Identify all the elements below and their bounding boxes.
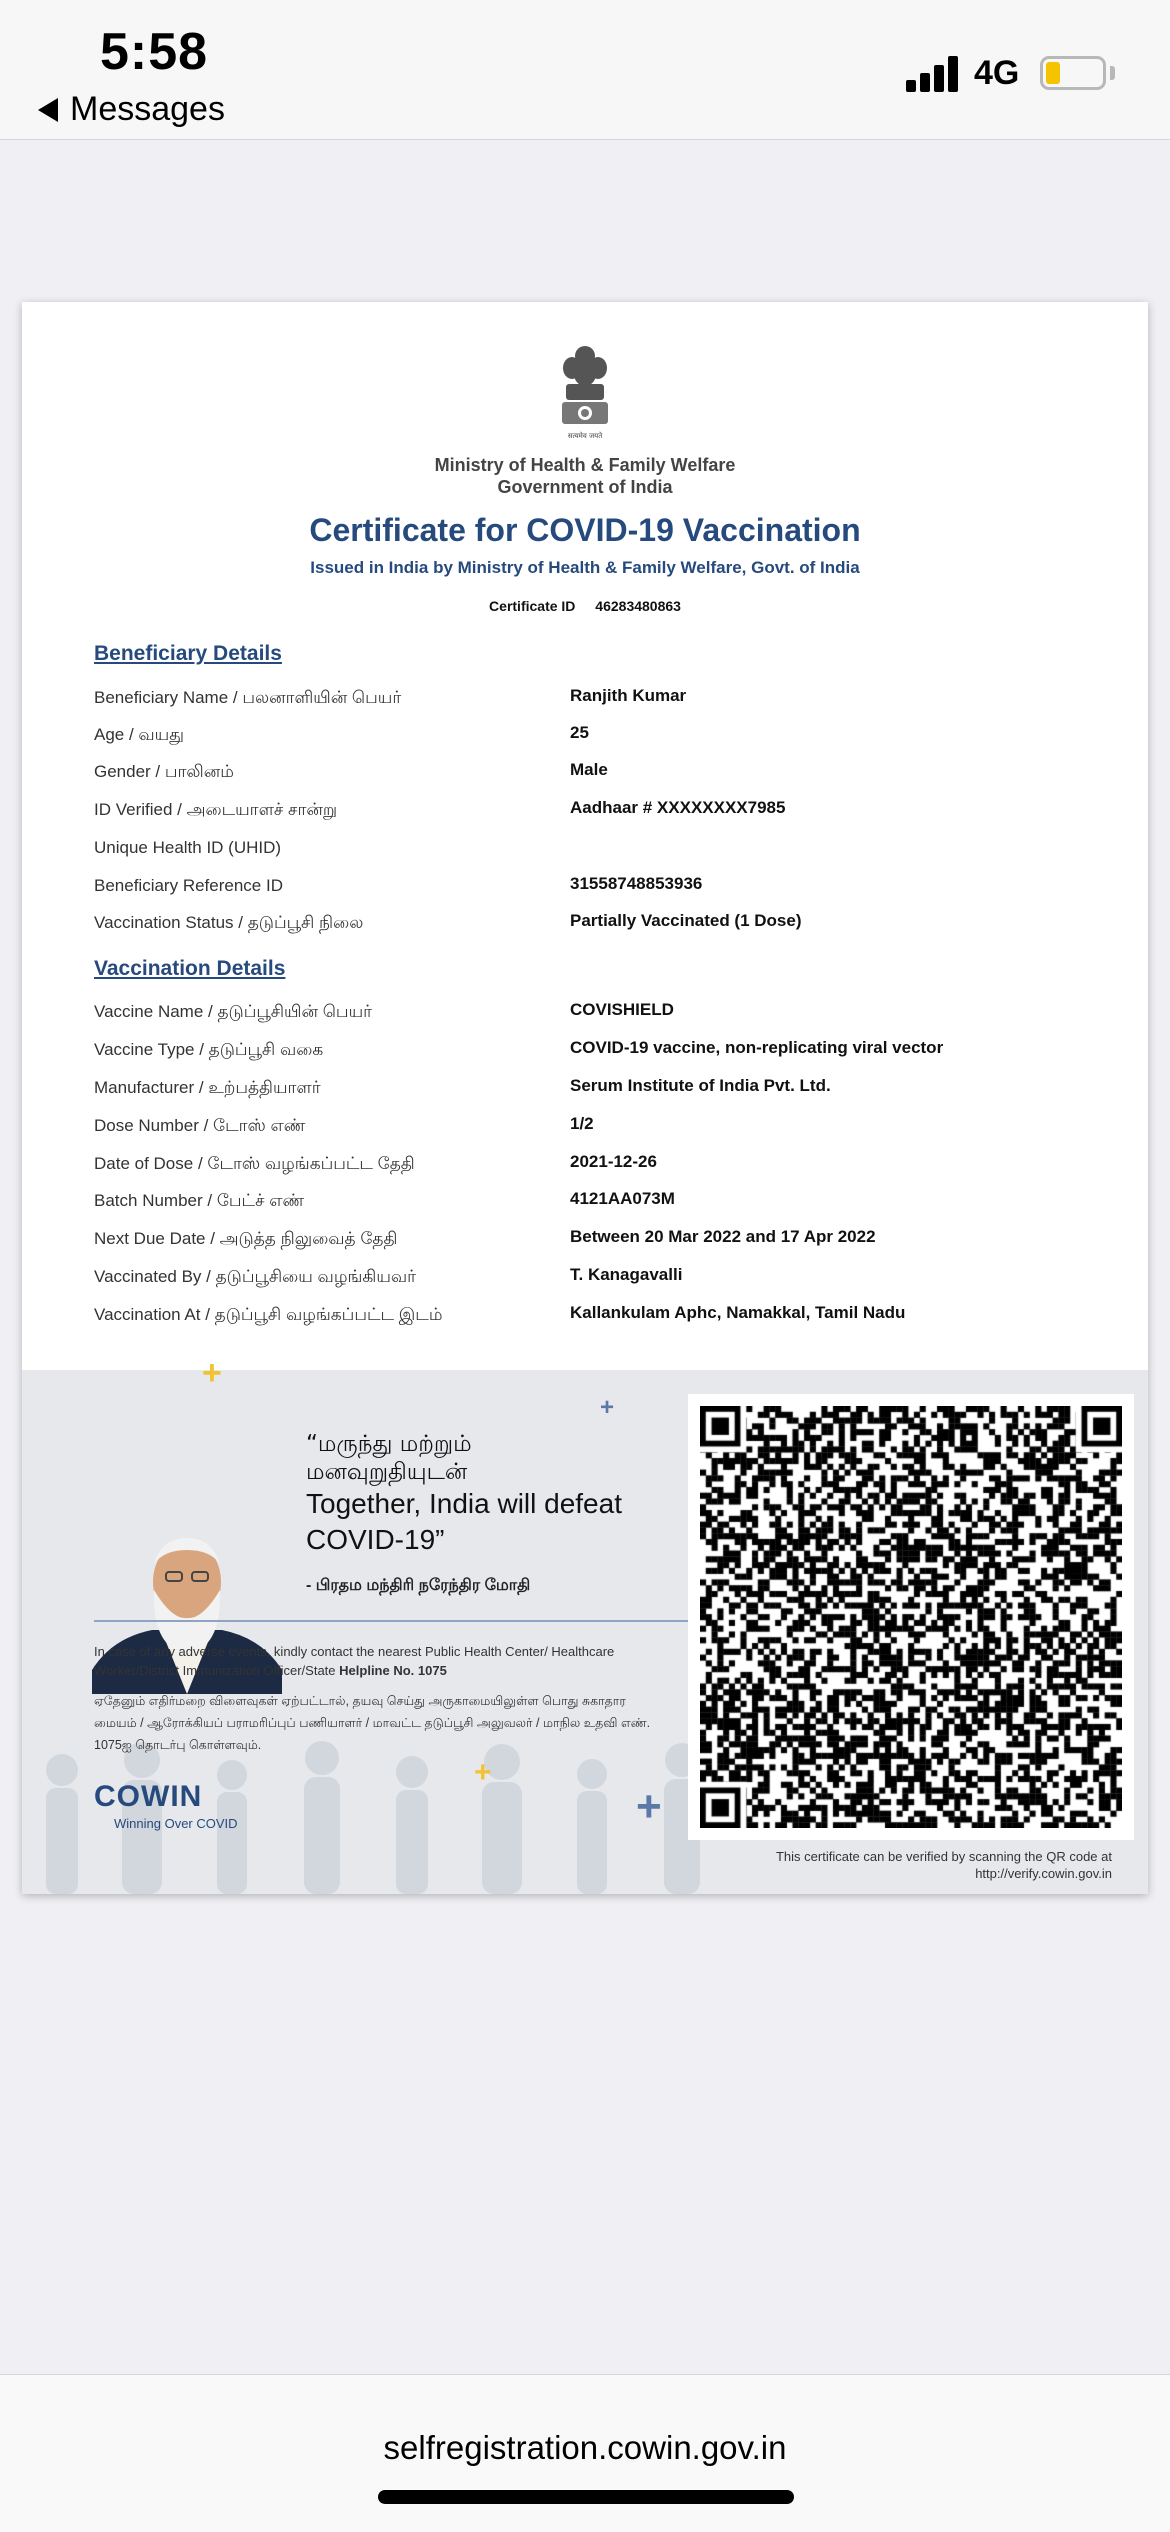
detail-value: T. Kanagavalli — [570, 1265, 683, 1284]
adverse-events-notice-tamil: ஏதேனும் எதிர்மறை விளைவுகள் ஏற்பட்டால், தயவு செய்து அருகாமையிலுள்ள பொது சுகாதார மையம் / ஆரோக்கியப் பராமரிப்புப் பணியாளர் / மாவட்ட தடுப்பூசி அலுவலர் / மாநில உதவி எண். 1075ஐ தொடர்பு கொள்ளவும். — [94, 1694, 651, 1752]
vaccination-certificate — [22, 302, 1148, 1894]
detail-row — [94, 1191, 1094, 1221]
helpline-number: Helpline No. 1075 — [339, 1663, 447, 1678]
detail-row — [94, 1229, 1094, 1259]
certificate-id-line — [22, 598, 1148, 614]
detail-label: Dose Number / டோஸ் எண் — [94, 1116, 306, 1135]
detail-value: Between 20 Mar 2022 and 17 Apr 2022 — [570, 1227, 876, 1246]
detail-label: Age / வயது — [94, 725, 185, 744]
back-label: Messages — [70, 90, 225, 128]
certificate-subtitle: Issued in India by Ministry of Health & Family Welfare, Govt. of India — [310, 558, 860, 577]
detail-label: Vaccination At / தடுப்பூசி வழங்கப்பட்ட இடம் — [94, 1305, 443, 1324]
detail-row — [94, 913, 1094, 943]
battery-tip — [1110, 66, 1115, 80]
detail-label: Beneficiary Name / பலனாளியின் பெயர் — [94, 688, 402, 707]
issuing-authority — [22, 454, 1148, 498]
quote-attribution: - பிரதம மந்திரி நரேந்திர மோதி — [306, 1577, 531, 1594]
qr-code-container — [688, 1394, 1134, 1840]
detail-value: Serum Institute of India Pvt. Ltd. — [570, 1076, 831, 1095]
verification-note — [622, 1848, 1112, 1882]
decor-plus-icon: + — [600, 1394, 615, 1421]
quote-tamil-line: “மருந்து மற்றும் — [306, 1431, 472, 1457]
detail-value: 25 — [570, 723, 589, 742]
cowin-tagline: Winning Over COVID — [114, 1816, 238, 1831]
detail-value: Kallankulam Aphc, Namakkal, Tamil Nadu — [570, 1303, 906, 1322]
national-emblem-icon — [552, 342, 618, 442]
quote-tamil-line: மனவுறுதியுடன் — [306, 1459, 468, 1485]
address-bar-url[interactable]: selfregistration.cowin.gov.in — [383, 2429, 787, 2466]
cowin-logo — [94, 1780, 238, 1831]
detail-row — [94, 688, 1094, 718]
emblem-caption: सत्यमेव जयते — [567, 432, 603, 440]
verification-qr-code[interactable] — [700, 1406, 1122, 1828]
detail-label: ID Verified / அடையாளச் சான்று — [94, 800, 338, 819]
detail-label: Vaccine Name / தடுப்பூசியின் பெயர் — [94, 1002, 373, 1021]
detail-label: Unique Health ID (UHID) — [94, 838, 282, 857]
detail-value: Male — [570, 760, 608, 779]
detail-row — [94, 1305, 1094, 1335]
decor-plus-icon: + — [474, 1756, 492, 1789]
status-bar — [0, 0, 1170, 140]
detail-label: Manufacturer / உற்பத்தியாளர் — [94, 1078, 321, 1097]
certificate-title: Certificate for COVID-19 Vaccination — [309, 512, 861, 548]
quote-english: Together, India will defeat COVID-19” — [306, 1488, 622, 1555]
detail-value: 2021-12-26 — [570, 1152, 657, 1171]
certificate-id-label: Certificate ID — [489, 598, 576, 614]
detail-value: Partially Vaccinated (1 Dose) — [570, 911, 802, 930]
detail-value: Ranjith Kumar — [570, 686, 687, 705]
detail-row — [94, 762, 1094, 792]
detail-value: 1/2 — [570, 1114, 594, 1133]
detail-value: COVISHIELD — [570, 1000, 674, 1019]
detail-label: Beneficiary Reference ID — [94, 876, 283, 895]
decor-plus-icon: + — [202, 1354, 222, 1392]
detail-row — [94, 1078, 1094, 1108]
detail-row — [94, 838, 1094, 868]
detail-row — [94, 1040, 1094, 1070]
status-time: 5:58 — [100, 23, 209, 81]
adverse-events-text: In case of any adverse events, kindly contact the nearest Public Health Center/ Healthcare Worker/District Immunization Officer/State — [94, 1644, 615, 1678]
detail-label: Vaccination Status / தடுப்பூசி நிலை — [94, 913, 364, 932]
battery-icon — [1040, 56, 1106, 90]
detail-value: 4121AA073M — [570, 1189, 675, 1208]
detail-label: Next Due Date / அடுத்த நிலுவைத் தேதி — [94, 1229, 398, 1248]
back-arrow-icon — [38, 98, 58, 122]
detail-value: Aadhaar # XXXXXXXX7985 — [570, 798, 786, 817]
detail-row — [94, 800, 1094, 830]
cowin-name: COWIN — [94, 1780, 203, 1813]
home-indicator[interactable] — [378, 2490, 794, 2504]
divider — [94, 1620, 694, 1622]
decor-plus-icon: + — [636, 1782, 662, 1831]
detail-label: Vaccine Type / தடுப்பூசி வகை — [94, 1040, 324, 1059]
detail-label: Gender / பாலினம் — [94, 762, 234, 781]
vaccination-details-heading: Vaccination Details — [94, 957, 286, 980]
network-type: 4G — [974, 54, 1020, 92]
adverse-events-notice — [94, 1642, 654, 1680]
cellular-signal-icon — [906, 56, 960, 92]
detail-row — [94, 1116, 1094, 1146]
detail-row — [94, 1154, 1094, 1184]
certificate-id-value: 46283480863 — [595, 598, 681, 614]
government-name: Government of India — [497, 477, 673, 497]
detail-label: Date of Dose / டோஸ் வழங்கப்பட்ட தேதி — [94, 1154, 415, 1173]
detail-row — [94, 1002, 1094, 1032]
quote-tamil — [306, 1430, 472, 1486]
safari-bottom-bar — [0, 2374, 1170, 2532]
beneficiary-details-heading: Beneficiary Details — [94, 642, 282, 665]
detail-row — [94, 876, 1094, 906]
verification-url: http://verify.cowin.gov.in — [975, 1866, 1112, 1881]
back-to-messages-button[interactable] — [38, 90, 225, 129]
detail-value: COVID-19 vaccine, non-replicating viral vector — [570, 1038, 944, 1057]
detail-label: Vaccinated By / தடுப்பூசியை வழங்கியவர் — [94, 1267, 417, 1286]
ministry-name: Ministry of Health & Family Welfare — [434, 455, 736, 475]
certificate-footer-band — [22, 1354, 1148, 1894]
detail-row — [94, 1267, 1094, 1297]
verification-note-line: This certificate can be verified by scanning the QR code at — [775, 1849, 1112, 1864]
detail-row — [94, 725, 1094, 755]
battery-level — [1046, 62, 1060, 84]
detail-label: Batch Number / பேட்ச் எண் — [94, 1191, 305, 1210]
detail-value: 31558748853936 — [570, 874, 703, 893]
